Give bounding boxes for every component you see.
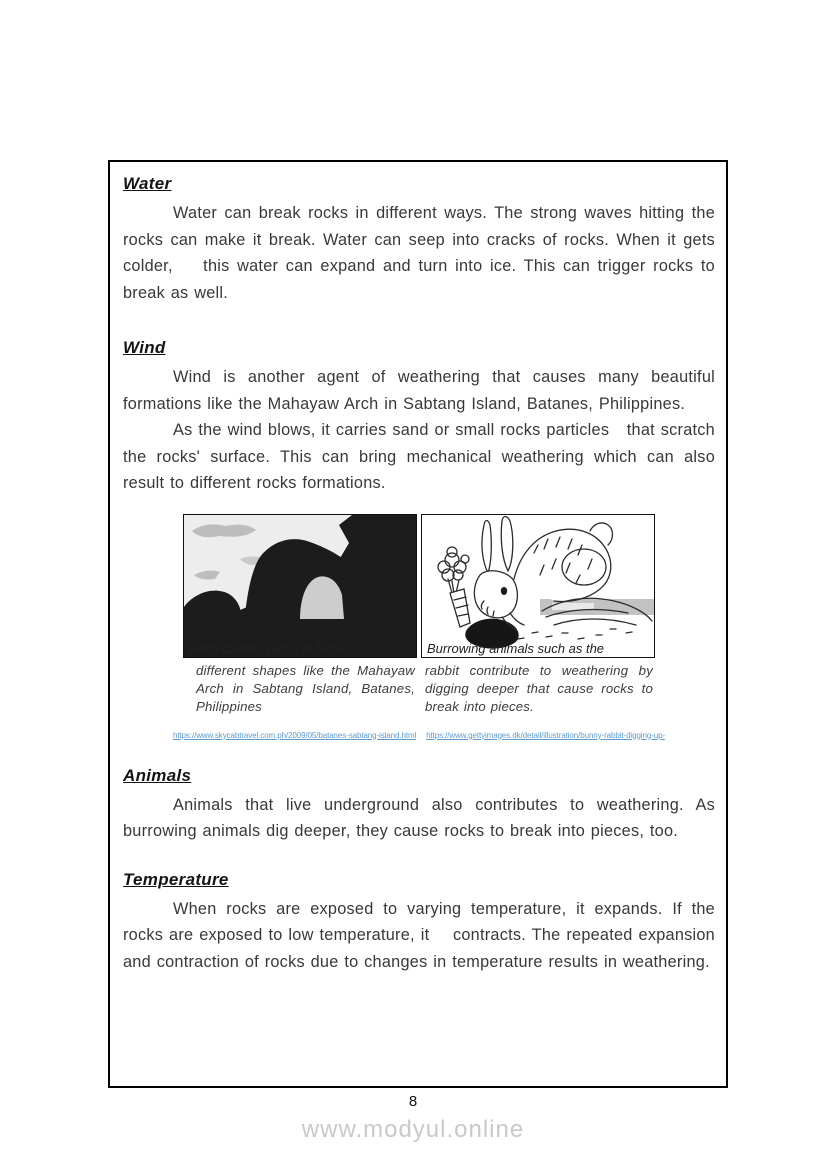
rabbit-illustration-graphic [422, 515, 654, 657]
figure-caption-rabbit: rabbit contribute to weathering by digging deeper that cause rocks to break into pieces. [425, 662, 653, 714]
figure-source-links [123, 731, 715, 740]
section-temperature [123, 870, 715, 976]
section-animals [123, 766, 715, 845]
content-border-box [108, 160, 728, 1088]
source-link-rabbit[interactable]: https://www.gettyimages.dk/detail/illustration/bunny-rabbit-digging-up- [426, 730, 666, 740]
figure-caption-arch: different shapes like the Mahayaw Arch in Sabtang Island, Batanes, Philippines [196, 662, 415, 714]
watermark-text: www.modyul.online [301, 1116, 525, 1143]
figure-overlay-caption-arch: Wind causes rocks to form [189, 640, 343, 656]
figures-row [123, 514, 715, 716]
rabbit-digging-image [421, 514, 655, 658]
figure-mahayaw-arch [183, 514, 417, 716]
section-heading-wind: Wind [123, 338, 166, 357]
water-paragraph: Water can break rocks in different ways. The strong waves hitting the rocks can make it break. Water can seep into cracks of rocks. When it gets colder, this water can expand and turn into ice. This can trigger rocks to break as well. [123, 204, 715, 302]
animals-paragraph: Animals that live underground also contributes to weathering. As burrowing animals dig deeper, they cause rocks to break into pieces, too. [123, 795, 715, 840]
figure-burrowing-rabbit [421, 514, 655, 716]
page-number: 8 [408, 1093, 418, 1110]
mahayaw-arch-image [183, 514, 417, 658]
wind-paragraph-1: Wind is another agent of weathering that causes many beautiful formations like the Mahayaw Arch in Sabtang Island, Batanes, Philippines. [123, 368, 715, 413]
arch-photo-graphic [184, 515, 416, 657]
figure-overlay-caption-rabbit: Burrowing animals such as the [427, 640, 605, 656]
section-heading-animals: Animals [123, 765, 192, 785]
temperature-paragraph: When rocks are exposed to varying temperature, it expands. If the rocks are exposed to low temperature, it contracts. The repeated expansion and contraction of rocks due to changes in temperature results in weathering. [123, 899, 715, 971]
section-wind [123, 338, 715, 497]
source-link-arch[interactable]: https://www.skycabtravel.com.ph/2009/05/batanes-sabtang-island.html [172, 730, 417, 740]
wind-paragraph-2: As the wind blows, it carries sand or small rocks particles that scratch the rocks' surface. This can bring mechanical weathering which can also result to different rocks formations. [123, 421, 715, 492]
section-heading-temperature: Temperature [123, 869, 229, 889]
section-heading-water: Water [123, 174, 172, 193]
section-water [123, 174, 715, 306]
